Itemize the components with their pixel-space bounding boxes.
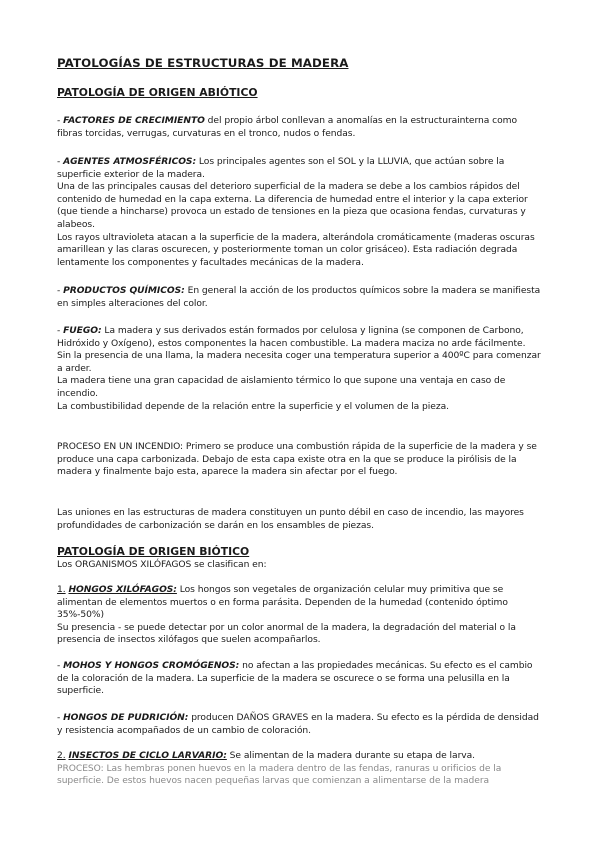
atmospheric-heading: AGENTES ATMOSFÉRICOS:: [63, 157, 197, 167]
rot-fungi-heading: HONGOS DE PUDRICIÓN:: [63, 713, 189, 723]
atmospheric-text: Los principales agentes son el SOL y la LLUVIA, que actúan sobre la superficie exterior de la madera.: [57, 157, 505, 180]
biotic-section-title: PATOLOGÍA DE ORIGEN BIÓTICO: [57, 545, 250, 558]
joints-text: Las uniones en las estructuras de madera constituyen un punto débil en caso de incendio, las mayores profundidades de carbonización se darán en los ensambles de piezas.: [57, 508, 524, 531]
larval-insects-paragraph: [57, 750, 541, 788]
xylophagous-fungi-heading: HONGOS XILÓFAGOS:: [68, 585, 177, 595]
larval-insects-heading: INSECTOS DE CICLO LARVARIO:: [68, 751, 227, 761]
abiotic-section-title: PATOLOGÍA DE ORIGEN ABIÓTICO: [57, 86, 258, 99]
document-title: PATOLOGÍAS DE ESTRUCTURAS DE MADERA: [57, 56, 349, 70]
fire-heading: FUEGO:: [63, 326, 102, 336]
rot-fungi-paragraph: [57, 712, 541, 737]
chemical-heading: PRODUCTOS QUÍMICOS:: [63, 286, 185, 296]
fire-process-text: PROCESO EN UN INCENDIO: Primero se produce una combustión rápida de la superficie de la madera y se produce una capa carbonizada. Debajo de esta capa existe otra en la que se produce la pirólisis de la madera y finalmente bajo esta, aparece la madera sin afectar por el fuego.: [57, 442, 537, 478]
fire-insulation-text: La madera tiene una gran capacidad de aislamiento térmico lo que supone una ventaja en caso de incendio.: [57, 376, 506, 399]
fire-text: La madera y sus derivados están formados por celulosa y lignina (se componen de Carbono, Hidróxido y Oxígeno), estos componentes la hacen combustible. La madera maciza no arde fácilmente.: [57, 326, 526, 349]
fire-process-paragraph: [57, 441, 541, 479]
chemical-products-paragraph: [57, 285, 541, 310]
growth-factors-heading: FACTORES DE CRECIMIENTO: [63, 116, 205, 126]
growth-factors-paragraph: [57, 115, 541, 140]
growth-factors-text: del propio árbol conllevan a anomalías en la estructurainterna como fibras torcidas, verrugas, curvaturas en el tronco, nudos o fendas.: [57, 116, 518, 139]
atmospheric-humidity-text: Una de las principales causas del deterioro superficial de la madera se debe a los cambios rápidos del contenido de humedad en la capa externa. La diferencia de humedad entre el interior y la capa exterior (que tiende a hincharse) provoca un estado de tensiones en la pieza que ocasiona fendas, curvaturas y alabeos.: [57, 182, 528, 230]
larval-insects-number: 2.: [57, 751, 66, 761]
chemical-dash: -: [57, 286, 64, 296]
xylophagous-fungi-presence-text: Su presencia - se puede detectar por un color anormal de la madera, la degradación del material o la presencia de insectos xilófagos que suelen acompañarlos.: [57, 622, 516, 646]
biotic-intro-text: Los ORGANISMOS XILÓFAGOS se clasifican en:: [57, 560, 267, 570]
joints-paragraph: [57, 507, 541, 532]
chemical-text: En general la acción de los productos químicos sobre la madera se manifiesta en simples alteraciones del color.: [57, 286, 541, 309]
growth-factors-dash: -: [57, 116, 64, 126]
molds-heading: MOHOS Y HONGOS CROMÓGENOS:: [63, 661, 240, 671]
larval-insects-text: Se alimentan de la madera durante su etapa de larva.: [226, 751, 476, 761]
larval-insects-process-text: PROCESO: Las hembras ponen huevos en la madera dentro de las fendas, ranuras u orificios de la superficie. De estos huevos nacen pequeñas larvas que comienzan a alimentarse de la madera: [57, 763, 502, 787]
fire-combustibility-text: La combustibilidad depende de la relación entre la superficie y el volumen de la pieza.: [57, 401, 449, 412]
fire-dash: -: [57, 326, 64, 336]
biotic-intro-paragraph: [57, 559, 541, 572]
rot-fungi-text: producen DAÑOS GRAVES en la madera. Su efecto es la pérdida de densidad y resistencia acompañados de un cambio de coloración.: [57, 713, 539, 736]
molds-dash: -: [57, 661, 64, 671]
fire-paragraph: [57, 325, 541, 413]
fire-temperature-text: Sin la presencia de una llama, la madera necesita coger una temperatura superior a 400ºC para comenzar a arder.: [57, 351, 541, 374]
xylophagous-fungi-text: Los hongos son vegetales de organización celular muy primitiva que se alimentan de elementos muertos o en forma parásita. Dependen de la humedad (contenido óptimo 35%-50%): [57, 585, 508, 621]
atmospheric-uv-text: Los rayos ultravioleta atacan a la superficie de la madera, alterándola cromáticamente (maderas oscuras amarillean y las claras oscurecen, y posteriormente toman un color grisáceo). Esta radiación degrada lentamente los componentes y facultades mecánicas de la madera.: [57, 232, 535, 268]
atmospheric-dash: -: [57, 157, 64, 167]
molds-paragraph: [57, 660, 541, 698]
atmospheric-agents-paragraph: [57, 156, 541, 269]
xylophagous-fungi-paragraph: [57, 584, 541, 647]
xylophagous-fungi-number: 1.: [57, 585, 66, 595]
molds-text: no afectan a las propiedades mecánicas. Su efecto es el cambio de la coloración de la madera. La superficie de la madera se oscurece o se forma una pelusilla en la superficie.: [57, 661, 533, 697]
rot-fungi-dash: -: [57, 713, 64, 723]
